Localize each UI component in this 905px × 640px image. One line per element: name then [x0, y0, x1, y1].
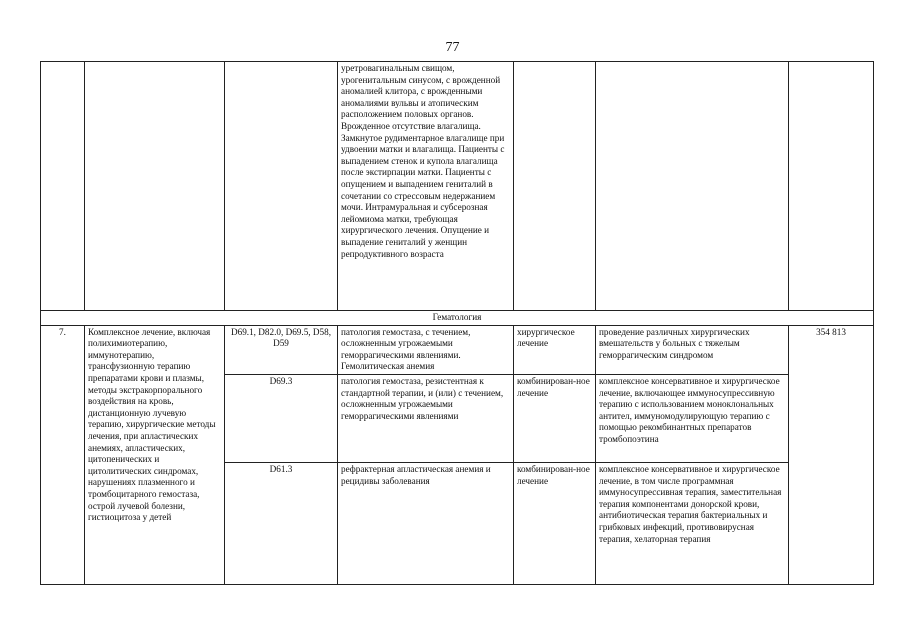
- method-cell: проведение различных хирургических вмешательств у больных с тяжелым геморрагическим синдромом: [596, 325, 789, 374]
- medical-care-table: [40, 61, 874, 585]
- condition-cell: уретровагинальным свищом, урогенитальным синусом, с врожденной аномалией клитора, с врожденными аномалиями вульвы и атопическим расположением половых органов. Врожденное отсутствие влагалища. Замкнутое рудиментарное влагалище при удвоении матки и влагалища. Пациенты с выпадением стенок и купола влагалища после экстирпации матки. Пациенты с опущением и выпадением гениталий в сочетании со стрессовым недержанием мочи. Интрамуральная и субсерозная лейомиома матки, требующая хирургического лечения. Опущение и выпадение гениталий у женщин репродуктивного возраста: [338, 62, 514, 311]
- entry-norm: 354 813: [789, 325, 874, 584]
- section-header-row: [41, 311, 874, 326]
- norm-cell: [789, 62, 874, 311]
- section-title: Гематология: [41, 311, 874, 326]
- treatment-type-cell: хирургическое лечение: [514, 325, 596, 374]
- condition-cell: патология гемостаза, с течением, осложненным угрожаемыми геморрагическими явлениями. Гемолитическая анемия: [338, 325, 514, 374]
- entry-name: Комплексное лечение, включая полихимиотерапию, иммунотерапию, трансфузионную терапию препаратами крови и плазмы, методы экстракорпорального воздействия на кровь, дистанционную лучевую терапию, хирургические методы лечения, при апластических анемиях, апластических, цитопенических и цитолитических синдромах, нарушениях плазменного и тромбоцитарного гемостаза, острой лучевой болезни, гистиоцитоза у детей: [85, 325, 225, 584]
- codes-cell: D69.3: [225, 374, 338, 462]
- name-cell: [85, 62, 225, 311]
- table-row: [41, 325, 874, 374]
- codes-cell: D69.1, D82.0, D69.5, D58, D59: [225, 325, 338, 374]
- treatment-type-cell: комбинирован-ное лечение: [514, 374, 596, 462]
- method-cell: комплексное консервативное и хирургическое лечение, в том числе программная иммуносупрессивная терапия, заместительная терапия компонентами донорской крови, антибиотическая терапия бактериальных и грибковых инфекций, противовирусная терапия, хелаторная терапия: [596, 462, 789, 584]
- condition-cell: рефрактерная апластическая анемия и рецидивы заболевания: [338, 462, 514, 584]
- codes-cell: D61.3: [225, 462, 338, 584]
- treatment-type-cell: [514, 62, 596, 311]
- treatment-type-cell: комбинирован-ное лечение: [514, 462, 596, 584]
- page-number: 77: [445, 40, 460, 55]
- number-cell: [41, 62, 85, 311]
- entry-number: 7.: [41, 325, 85, 584]
- codes-cell: [225, 62, 338, 311]
- condition-cell: патология гемостаза, резистентная к стандартной терапии, и (или) с течением, осложненным угрожаемыми геморрагическими явлениями: [338, 374, 514, 462]
- method-cell: [596, 62, 789, 311]
- table-row-continuation: [41, 62, 874, 311]
- method-cell: комплексное консервативное и хирургическое лечение, включающее иммуносупрессивную терапию с использованием моноклональных антител, иммуномодулирующую терапию с помощью рекомбинантных препаратов тромбопоэтина: [596, 374, 789, 462]
